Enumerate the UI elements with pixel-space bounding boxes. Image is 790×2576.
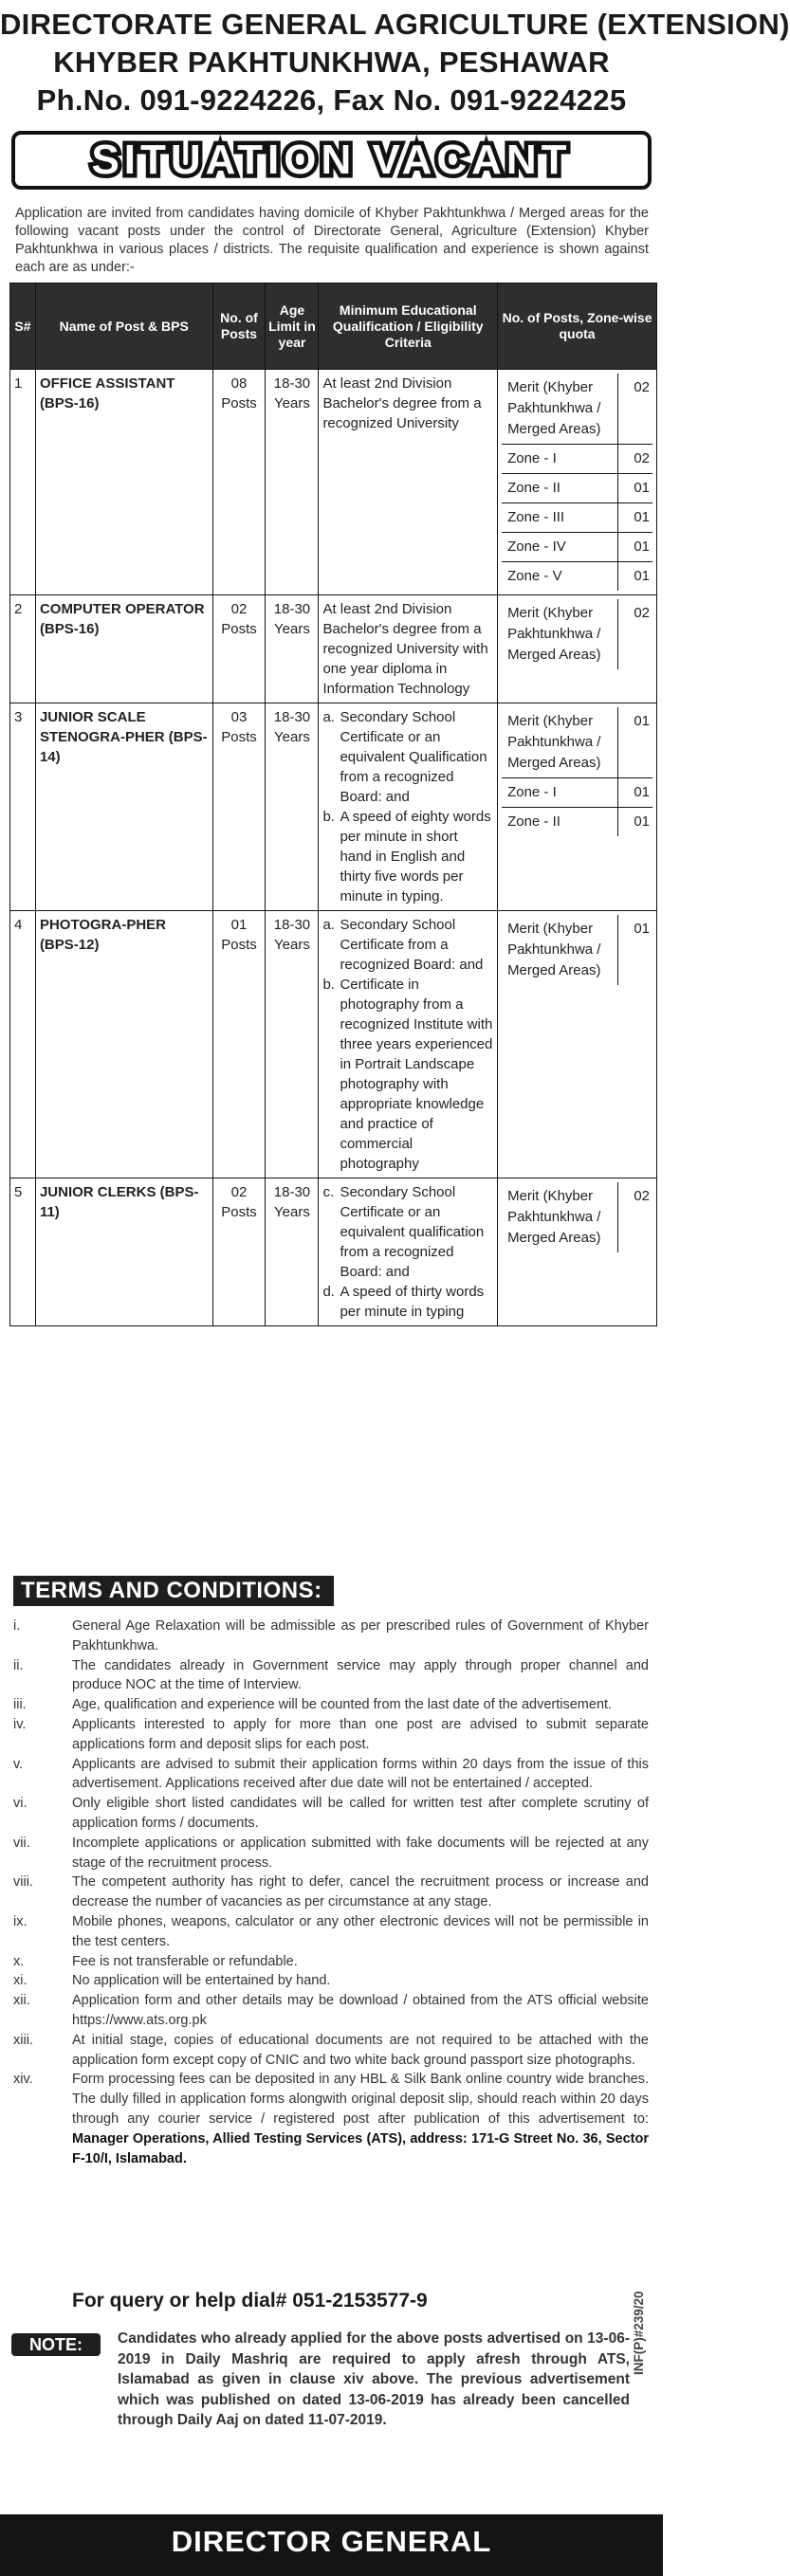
term-number: viii. [13,1874,33,1891]
post-name: OFFICE ASSISTANT (BPS-16) [35,370,212,595]
post-name: PHOTOGRA-PHER (BPS-12) [35,911,212,1178]
term-item [13,1794,649,1834]
column-header-post: Name of Post & BPS [35,283,212,370]
qualification-item-label: c. [322,1184,335,1200]
term-text-wrap [72,1912,649,1952]
zone-quota: 01 [634,568,650,584]
term-number: i. [13,1618,21,1634]
term-text-wrap [72,1715,649,1755]
zone-name: Merit (Khyber Pakhtunkhwa / Merged Areas) [502,915,618,985]
zone-quota-row [502,915,652,985]
term-number: x. [13,1953,25,1969]
term-text-wrap [72,1755,649,1795]
vacancy-table [9,283,657,1326]
reference-number: INF(P)#239/20 [632,2291,646,2375]
qualification-item-text: Secondary School Certificate from a recognized Board: and [340,917,484,973]
footer-director-general: DIRECTOR GENERAL [0,2514,663,2576]
qualification-item-text: Secondary School Certificate or an equivalent Qualification from a recognized Board: and [340,709,487,805]
term-text-wrap [72,1971,649,1991]
qualification-item-label: d. [322,1284,335,1300]
row-serial-number: 3 [10,703,36,911]
term-item [13,1952,649,1972]
zone-quota: 02 [634,1188,650,1204]
column-header-zones: No. of Posts, Zone-wise quota [498,283,657,370]
qualification-item [322,707,493,807]
term-item [13,1715,649,1755]
term-text: Only eligible short listed candidates will be called for written test after complete scrutiny of application forms / documents. [72,1796,649,1831]
note-label: NOTE: [11,2333,101,2356]
zone-quota: 02 [634,450,650,466]
qualification-item-label: a. [322,709,335,725]
table-header-row [10,283,657,370]
term-text: General Age Relaxation will be admissible as per prescribed rules of Government of Khyber Pakhtunkhwa. [72,1618,649,1653]
qualification-item-text: At least 2nd Division Bachelor's degree from a recognized University [322,375,482,431]
qualification-item [322,1282,493,1322]
term-text: At initial stage, copies of educational documents are not required to be attached with the application form except copy of CNIC and two white back ground passport size photographs. [72,2032,649,2068]
term-text: Application form and other details may be download / obtained from the ATS official website https://www.ats.org.pk [72,1993,649,2028]
zone-quota-row [502,562,652,591]
row-serial-number: 5 [10,1178,36,1326]
qualification-cell [319,370,498,595]
table-row [10,595,657,703]
header-location: KHYBER PAKHTUNKHWA, PESHAWAR [53,46,610,79]
age-limit: 18-30 Years [266,595,319,703]
term-number: xiv. [13,2072,33,2088]
term-item [13,1912,649,1952]
banner-title: SITUATION VACANT [91,137,572,183]
term-text-wrap [72,1656,649,1696]
row-serial-number: 4 [10,911,36,1178]
zone-quota-row [502,707,652,778]
zone-quota: 01 [634,480,650,496]
table-row [10,1178,657,1326]
zone-quota-row [502,374,652,445]
term-text-wrap [72,2031,649,2071]
zone-name: Merit (Khyber Pakhtunkhwa / Merged Areas) [502,1182,618,1252]
qualification-item-label: b. [322,809,335,825]
zone-name: Merit (Khyber Pakhtunkhwa / Merged Areas) [502,599,618,669]
term-text: Mobile phones, weapons, calculator or any other electronic devices will not be permissible in the test centers. [72,1913,649,1949]
term-text: Applicants are advised to submit their application forms within 20 days from the issue of this advertisement. Applications received after due date will not be entertained / accepted. [72,1756,649,1792]
term-text: Applicants interested to apply for more than one post are advised to submit separate applications form and deposit slips for each post. [72,1716,649,1752]
number-of-posts: 02 Posts [212,595,266,703]
zone-quota: 02 [634,379,650,395]
term-text: Incomplete applications or application submitted with fake documents will be rejected at any stage of the recruitment process. [72,1835,649,1871]
number-of-posts: 08 Posts [212,370,266,595]
zone-quota-cell [498,1178,657,1326]
term-text: The candidates already in Government service may apply through proper channel and produce NOC at the time of Interview. [72,1657,649,1693]
zone-quota-cell [498,370,657,595]
table-row [10,911,657,1178]
age-limit: 18-30 Years [266,703,319,911]
situation-vacant-banner [11,131,652,190]
row-serial-number: 2 [10,595,36,703]
qualification-item-text: A speed of eighty words per minute in short hand in English and thirty five words per minute in typing. [340,809,491,904]
term-text: Age, qualification and experience will be counted from the last date of the advertisement. [72,1697,613,1713]
zone-quota: 01 [634,509,650,525]
term-number: iv. [13,1716,27,1732]
zone-name: Merit (Khyber Pakhtunkhwa / Merged Areas) [502,707,618,777]
zone-quota-cell [498,911,657,1178]
term-number: vii. [13,1835,30,1851]
term-text-wrap [72,1695,649,1715]
term-text-wrap [72,1794,649,1834]
zone-quota-row [502,474,652,503]
zone-name: Zone - I [502,445,618,473]
term-number: ix. [13,1913,28,1929]
post-name: JUNIOR SCALE STENOGRA-PHER (BPS-14) [35,703,212,911]
zone-quota-cell [498,703,657,911]
zone-quota: 01 [634,813,650,830]
term-text: No application will be entertained by hand. [72,1973,331,1989]
term-number: vi. [13,1796,28,1812]
term-number: xi. [13,1973,28,1989]
age-limit: 18-30 Years [266,1178,319,1326]
zone-name: Zone - I [502,778,618,807]
zone-quota-row [502,533,652,562]
qualification-cell [319,595,498,703]
qualification-item [322,975,493,1174]
qualification-item [322,915,493,975]
term-number: ii. [13,1657,24,1673]
column-header-age: Age Limit in year [266,283,319,370]
column-header-qualification: Minimum Educational Qualification / Eligibility Criteria [319,283,498,370]
term-item [13,1991,649,2031]
term-item [13,1971,649,1991]
qualification-item [322,599,493,699]
term-item [13,1873,649,1912]
qualification-item [322,374,493,433]
term-text-wrap [72,1952,649,1972]
zone-quota: 01 [634,784,650,800]
zone-name: Zone - IV [502,533,618,561]
note-text: Candidates who already applied for the above posts advertised on 13-06-2019 in Daily Mashriq are required to apply afresh through ATS, Islamabad as given in clause xiv above. The previous advertisement which was published on dated 13-06-2019 has already been cancelled through Daily Aaj on dated 11-07-2019. [118,2330,630,2428]
zone-quota: 02 [634,605,650,621]
term-bold-address: Manager Operations, Allied Testing Services (ATS), address: 171-G Street No. 36, Sector F-10/I, Islamabad. [72,2130,649,2166]
qualification-cell [319,911,498,1178]
query-helpline: For query or help dial# 051-2153577-9 [72,2290,428,2311]
zone-quota-row [502,1182,652,1252]
age-limit: 18-30 Years [266,911,319,1178]
number-of-posts: 02 Posts [212,1178,266,1326]
zone-quota-row [502,503,652,533]
zone-quota: 01 [634,713,650,729]
header-contact: Ph.No. 091-9224226, Fax No. 091-9224225 [36,83,627,117]
zone-quota: 01 [634,921,650,937]
term-item [13,1695,649,1715]
number-of-posts: 01 Posts [212,911,266,1178]
zone-name: Zone - V [502,562,618,591]
zone-name: Merit (Khyber Pakhtunkhwa / Merged Areas) [502,374,618,444]
number-of-posts: 03 Posts [212,703,266,911]
intro-paragraph: Application are invited from candidates having domicile of Khyber Pakhtunkhwa / Merged areas for the following vacant posts under the control of Directorate General, Agriculture (Extension) Khyber Pakhtunkhwa in various places / districts. The requisite qualification and experience is shown against each are as under:- [15,206,649,275]
zone-name: Zone - II [502,474,618,502]
column-header-posts: No. of Posts [212,283,266,370]
column-header-sno: S# [10,283,36,370]
zone-quota-row [502,778,652,808]
term-item [13,1617,649,1656]
qualification-item-text: Secondary School Certificate or an equivalent qualification from a recognized Board: and [340,1184,485,1280]
qualification-cell [319,1178,498,1326]
zone-name: Zone - II [502,808,618,836]
qualification-item [322,807,493,906]
term-text: Fee is not transferable or refundable. [72,1953,298,1969]
term-text-wrap [72,1873,649,1912]
term-item [13,2070,649,2168]
header-directorate: DIRECTORATE GENERAL AGRICULTURE (EXTENSION) [0,8,790,41]
post-name: JUNIOR CLERKS (BPS-11) [35,1178,212,1326]
qualification-item-text: A speed of thirty words per minute in typing [340,1284,485,1320]
term-number: v. [13,1756,24,1772]
age-limit: 18-30 Years [266,370,319,595]
term-text: The competent authority has right to defer, cancel the recruitment process or increase and decrease the number of vacancies as per circumstance at any stage. [72,1874,649,1910]
term-text-wrap [72,2070,649,2168]
zone-quota: 01 [634,539,650,555]
term-item [13,2031,649,2071]
term-text-wrap [72,1834,649,1873]
qualification-item-text: At least 2nd Division Bachelor's degree from a recognized University with one year diploma in Information Technology [322,601,488,697]
term-number: iii. [13,1697,27,1713]
qualification-cell [319,703,498,911]
term-text: Form processing fees can be deposited in any HBL & Silk Bank online country wide branches. The dully filled in application forms alongwith original deposit slip, should reach within 20 days through any courier service / registered post after publication of this advertisement to: [72,2072,649,2127]
post-name: COMPUTER OPERATOR (BPS-16) [35,595,212,703]
table-row [10,370,657,595]
qualification-item-label: a. [322,917,335,933]
term-text-wrap [72,1991,649,2031]
term-number: xii. [13,1993,30,2009]
term-item [13,1656,649,1696]
zone-quota-cell [498,595,657,703]
term-text-wrap [72,1617,649,1656]
term-number: xiii. [13,2032,33,2048]
row-serial-number: 1 [10,370,36,595]
term-item [13,1755,649,1795]
zone-name: Zone - III [502,503,618,532]
term-item [13,1834,649,1873]
zone-quota-row [502,808,652,836]
terms-list [13,1617,649,2168]
zone-quota-row [502,599,652,669]
qualification-item-text: Certificate in photography from a recognized Institute with three years experienced in Portrait Landscape photography with appropriate knowledge and practice of commercial photography [340,977,493,1172]
qualification-item-label: b. [322,977,335,993]
table-row [10,703,657,911]
zone-quota-row [502,445,652,474]
terms-heading: TERMS AND CONDITIONS: [13,1576,334,1606]
qualification-item [322,1182,493,1282]
